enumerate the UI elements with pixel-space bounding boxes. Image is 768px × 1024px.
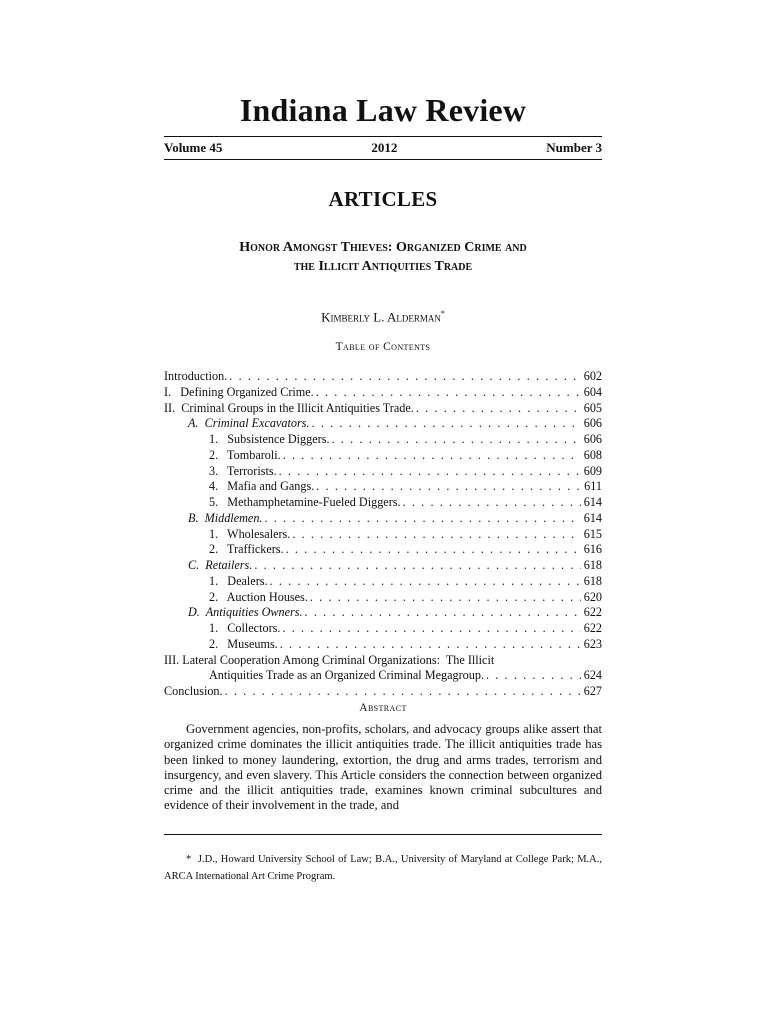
toc-entry — [164, 605, 602, 621]
author-name: Kimberly L. Alderman — [321, 309, 441, 325]
toc-entry — [164, 527, 602, 543]
issue-number-label: Number 3 — [546, 140, 602, 155]
toc-entry — [164, 464, 602, 480]
toc-entry — [164, 479, 602, 495]
toc-entry-page: 614 — [583, 510, 602, 525]
toc-entry-page: 620 — [583, 589, 602, 604]
toc-entry — [164, 653, 602, 669]
toc-entry-label: Introduction. — [164, 369, 228, 383]
toc-entry — [164, 495, 602, 511]
volume-label: Volume 45 — [164, 140, 223, 155]
footnote-text: J.D., Howard University School of Law; B.A., University of Maryland at College Park; M.A., ARCA International Art Crime Program. — [164, 854, 603, 882]
toc-leader-dots — [284, 542, 581, 558]
toc-entry-page: 616 — [583, 542, 602, 557]
journal-masthead — [164, 136, 602, 160]
toc-entry-label: 4. Mafia and Gangs. — [209, 479, 315, 494]
article-title-line: Honor Amongst Thieves: Organized Crime and — [239, 240, 527, 255]
toc-entry-page: 604 — [583, 384, 602, 399]
abstract-text: Government agencies, non-profits, scholars, and advocacy groups alike assert that organized crime dominates the illicit antiquities trade. The illicit antiquities trade has been linked to money laundering, extortion, the drug and arms trades, terrorism and insurgency, and even slavery. This Article considers the connection between organized crime and the illicit antiquities trade, examines known criminal subcultures and evidence of their involvement in the trade, and — [164, 722, 602, 813]
toc-entry-page: 618 — [583, 558, 602, 572]
toc-leader-dots — [262, 511, 580, 527]
toc-entry-label: B. Middlemen. — [188, 510, 263, 525]
toc-leader-dots — [290, 527, 580, 543]
toc-entry-page: 614 — [583, 495, 602, 509]
toc-entry-page: 609 — [583, 463, 602, 478]
toc-entry-page: 611 — [584, 479, 602, 494]
toc-entry-page: 615 — [583, 526, 602, 541]
toc-entry-page: 622 — [583, 605, 602, 620]
toc-entry-label: A. Criminal Excavators. — [188, 416, 310, 431]
toc-entry-page: 622 — [583, 621, 602, 635]
toc-entry-label: C. Retailers. — [188, 558, 253, 572]
toc-leader-dots — [401, 495, 581, 511]
toc-entry-label: I. Defining Organized Crime. — [164, 384, 314, 399]
table-of-contents — [164, 369, 602, 700]
toc-entry — [164, 558, 602, 574]
article-title-line: the Illicit Antiquities Trade — [293, 259, 473, 274]
toc-entry-label: III. Lateral Cooperation Among Criminal Organizations: The Illicit — [164, 652, 495, 667]
toc-leader-dots — [278, 637, 581, 653]
footnote-divider — [164, 834, 602, 835]
toc-entry — [164, 432, 602, 448]
toc-entry-label: 1. Subsistence Diggers. — [209, 432, 330, 446]
toc-entry-label: 5. Methamphetamine-Fueled Diggers. — [209, 495, 401, 509]
toc-entry-label: 1. Wholesalers. — [209, 526, 291, 541]
toc-leader-dots — [314, 385, 581, 401]
toc-leader-dots — [227, 369, 580, 385]
toc-leader-dots — [314, 479, 581, 495]
toc-entry-page: 627 — [583, 684, 602, 698]
toc-leader-dots — [484, 668, 581, 684]
toc-leader-dots — [252, 558, 580, 574]
toc-entry-label: 2. Tombaroli. — [209, 447, 281, 462]
toc-entry-page: 606 — [583, 416, 602, 431]
year-label: 2012 — [371, 140, 398, 155]
toc-leader-dots — [268, 574, 581, 590]
toc-entry — [164, 401, 602, 417]
toc-entry-page: 605 — [583, 400, 602, 415]
toc-entry — [164, 448, 602, 464]
toc-entry — [164, 621, 602, 637]
toc-entry-label: 2. Museums. — [209, 636, 278, 651]
toc-entry — [164, 385, 602, 401]
toc-leader-dots — [277, 464, 581, 480]
toc-entry-page: 602 — [583, 369, 602, 383]
toc-heading: Table of Contents — [335, 341, 431, 353]
toc-entry — [164, 574, 602, 590]
abstract-heading: Abstract — [359, 702, 407, 714]
toc-entry — [164, 637, 602, 653]
journal-title: Indiana Law Review — [239, 92, 527, 128]
toc-leader-dots — [303, 605, 581, 621]
toc-entry-label: Antiquities Trade as an Organized Criminal Megagroup. — [209, 668, 484, 683]
toc-entry-page: 623 — [583, 636, 602, 651]
toc-entry — [164, 369, 602, 385]
toc-entry — [164, 668, 602, 684]
article-title — [164, 238, 602, 276]
footnote-mark: * — [186, 854, 192, 865]
toc-entry-label: 3. Terrorists. — [209, 463, 277, 478]
toc-entry-label: II. Criminal Groups in the Illicit Antiquities Trade. — [164, 400, 414, 415]
footnote — [164, 851, 602, 885]
toc-leader-dots — [223, 684, 581, 700]
toc-leader-dots — [280, 621, 580, 637]
toc-entry — [164, 542, 602, 558]
toc-entry — [164, 511, 602, 527]
toc-entry-page: 618 — [583, 573, 602, 588]
toc-entry-label: D. Antiquities Owners. — [188, 605, 303, 620]
toc-entry-label: Conclusion. — [164, 684, 223, 698]
toc-entry — [164, 416, 602, 432]
toc-entry-page: 606 — [583, 432, 602, 446]
toc-entry — [164, 684, 602, 700]
toc-entry-page: 608 — [583, 447, 602, 462]
toc-entry-label: 1. Dealers. — [209, 573, 268, 588]
toc-leader-dots — [310, 416, 581, 432]
toc-entry-page: 624 — [583, 668, 602, 683]
toc-leader-dots — [281, 448, 581, 464]
section-heading: ARTICLES — [328, 187, 438, 211]
toc-entry-label: 1. Collectors. — [209, 621, 281, 635]
toc-leader-dots — [330, 432, 581, 448]
toc-entry-label: 2. Auction Houses. — [209, 589, 308, 604]
toc-leader-dots — [308, 590, 581, 606]
toc-entry-label: 2. Traffickers. — [209, 542, 284, 557]
toc-entry — [164, 590, 602, 606]
author-footnote-mark: * — [440, 309, 445, 318]
author-byline — [164, 309, 602, 325]
toc-leader-dots — [414, 401, 581, 417]
